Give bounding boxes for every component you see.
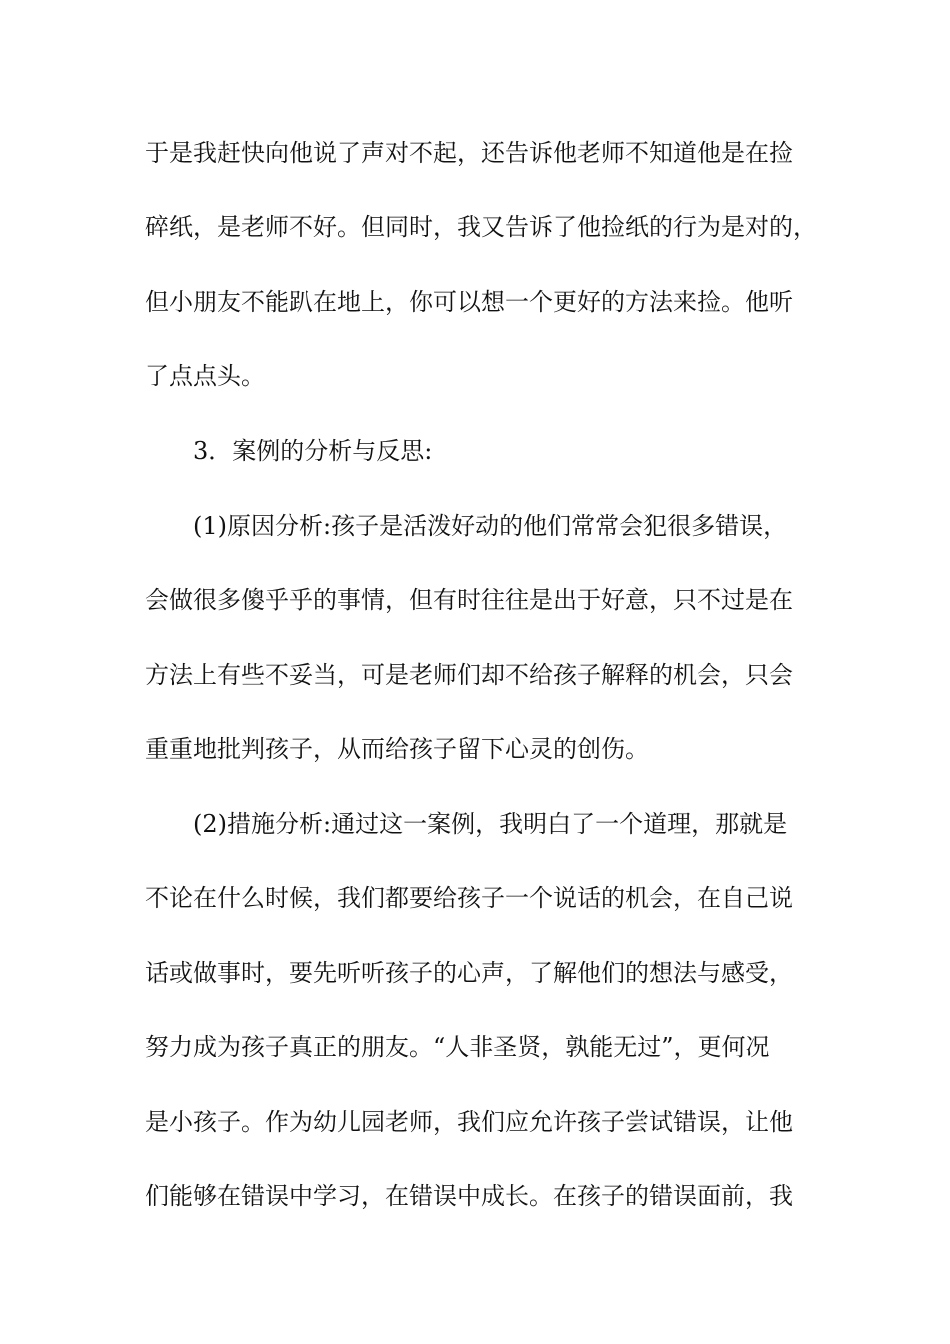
text-line: 碎纸，是老师不好。但同时，我又告诉了他捡纸的行为是对的， [145, 213, 817, 241]
section-heading: 3．案例的分析与反思: [193, 437, 433, 465]
text-line: 方法上有些不妥当，可是老师们却不给孩子解释的机会，只会 [145, 661, 793, 689]
paragraph-start-line: (1)原因分析:孩子是活泼好动的他们常常会犯很多错误， [193, 512, 788, 540]
text-line: 重重地批判孩子，从而给孩子留下心灵的创伤。 [145, 735, 649, 763]
text-line: 于是我赶快向他说了声对不起，还告诉他老师不知道他是在捡 [145, 139, 793, 167]
paragraph-start-line: (2)措施分析:通过这一案例，我明白了一个道理，那就是 [193, 810, 788, 838]
text-line: 话或做事时，要先听听孩子的心声，了解他们的想法与感受， [145, 959, 793, 987]
text-line: 会做很多傻乎乎的事情，但有时往往是出于好意，只不过是在 [145, 586, 793, 614]
text-line: 努力成为孩子真正的朋友。“人非圣贤，孰能无过”，更何况 [145, 1033, 770, 1061]
text-line: 是小孩子。作为幼儿园老师，我们应允许孩子尝试错误，让他 [145, 1108, 793, 1136]
text-line: 们能够在错误中学习，在错误中成长。在孩子的错误面前，我 [145, 1182, 793, 1210]
text-line: 了点点头。 [145, 362, 265, 390]
text-line: 不论在什么时候，我们都要给孩子一个说话的机会，在自己说 [145, 884, 793, 912]
text-line: 但小朋友不能趴在地上，你可以想一个更好的方法来捡。他听 [145, 288, 793, 316]
